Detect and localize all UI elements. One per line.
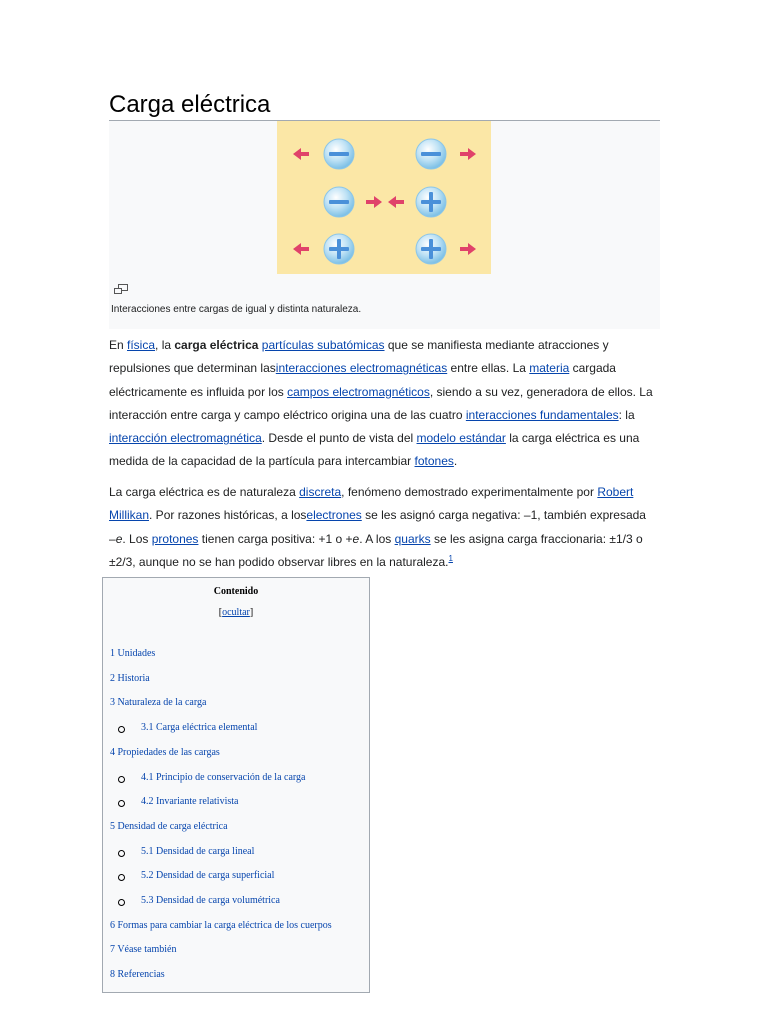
toc-item[interactable]: 5 Densidad de carga eléctrica — [110, 820, 228, 832]
toc-item[interactable]: 7 Véase también — [110, 944, 177, 956]
table-of-contents — [102, 577, 370, 993]
reference-link[interactable]: 1 — [448, 553, 453, 563]
toc-item[interactable]: 1 Unidades — [110, 648, 156, 659]
toc-item[interactable]: 3 Naturaleza de la carga — [110, 697, 207, 709]
positive-charge — [324, 234, 354, 264]
arrow-right-icon — [460, 148, 476, 160]
enlarge-icon[interactable] — [114, 284, 128, 294]
bold-term: carga eléctrica — [174, 338, 259, 352]
toc-item[interactable]: 4 Propiedades de las cargas — [110, 746, 220, 758]
negative-charge — [324, 139, 354, 169]
link-quarks[interactable]: quarks — [394, 531, 431, 546]
positive-charge — [416, 234, 446, 264]
charge-diagram-svg — [277, 121, 491, 274]
link-protones[interactable]: protones — [151, 531, 199, 546]
link-modelo-estandar[interactable]: modelo estándar — [416, 431, 506, 446]
negative-charge — [416, 139, 446, 169]
toc-item[interactable]: 8 Referencias — [110, 969, 165, 981]
toc-bullet — [118, 850, 125, 857]
link-interacciones-fundamentales[interactable]: interacciones fundamentales — [465, 407, 619, 422]
link-interaccion-electromagnetica[interactable]: interacción electromagnética — [109, 431, 262, 446]
arrow-left-icon — [293, 148, 309, 160]
link-robert-millikan[interactable]: Robert Millikan — [109, 485, 634, 523]
toc-toggle: [ocultar] — [218, 607, 254, 618]
toc-bullet — [118, 899, 125, 906]
toc-bullet — [118, 776, 125, 783]
link-fotones[interactable]: fotones — [414, 454, 454, 469]
toc-item[interactable]: 5.2 Densidad de carga superficial — [141, 870, 275, 882]
toc-bullet — [118, 874, 125, 881]
toc-item[interactable]: 6 Formas para cambiar la carga eléctrica de los cuerpos — [110, 919, 332, 931]
link-campos-electromagneticos[interactable]: campos electromagnéticos — [287, 384, 430, 399]
arrow-left-icon — [388, 196, 404, 208]
toc-title: Contenido — [213, 586, 259, 597]
positive-charge — [416, 187, 446, 217]
link-fisica[interactable]: física — [127, 338, 156, 352]
figure-box — [109, 121, 660, 329]
toc-item[interactable]: 3.1 Carga eléctrica elemental — [141, 722, 258, 734]
arrow-right-icon — [460, 243, 476, 255]
intro-paragraph: En física, la carga eléctrica partículas subatómicas que se manifiesta mediante atracciones y repulsiones que determinan lasinteracciones electromagnéticas entre ellas. La materia cargada eléctricamente es influida por los campos electromagnéticos, siendo a su vez, generadora de ellos. La interacción entre carga y campo eléctrico origina una de las cuatro interacciones fundamentales: la interacción electromagnética. Desde el punto de vista del modelo estándar la carga eléctrica es una medida de la capacidad de la partícula para intercambiar fotones. — [109, 338, 653, 469]
toc-bullet — [118, 800, 125, 807]
link-particulas-subatomicas[interactable]: partículas subatómicas — [261, 338, 385, 352]
link-materia[interactable]: materia — [529, 361, 570, 376]
arrow-right-icon — [366, 196, 382, 208]
toc-item[interactable]: 2 Historia — [110, 672, 150, 684]
figure-caption: Interacciones entre cargas de igual y distinta naturaleza. — [111, 304, 362, 315]
link-discreta[interactable]: discreta — [299, 485, 342, 499]
toc-item[interactable]: 5.1 Densidad de carga lineal — [141, 845, 255, 857]
arrow-left-icon — [293, 243, 309, 255]
page-title: Carga eléctrica — [109, 91, 271, 118]
second-paragraph: La carga eléctrica es de naturaleza discreta, fenómeno demostrado experimentalmente por Robert Millikan. Por razones históricas, a loselectrones se les asignó carga negativa: –1, también expresada –e. Los protones tienen carga positiva: +1 o +e. A los quarks se les asigna carga fraccionaria: ±1/3 o ±2/3, aunque no se han podido observar libres en la naturaleza.$^1$ — [109, 485, 646, 569]
toc-item[interactable]: 4.1 Principio de conservación de la carga — [141, 771, 306, 783]
toc-item[interactable]: 5.3 Densidad de carga volumétrica — [141, 895, 280, 906]
negative-charge — [324, 187, 354, 217]
charge-interaction-diagram[interactable] — [277, 121, 491, 274]
toc-hide-link[interactable]: ocultar — [222, 607, 250, 618]
link-electrones[interactable]: electrones — [306, 508, 362, 523]
link-interacciones-electromagneticas[interactable]: interacciones electromagnéticas — [275, 361, 448, 376]
toc-item[interactable]: 4.2 Invariante relativista — [141, 796, 239, 808]
toc-bullet — [118, 726, 125, 733]
